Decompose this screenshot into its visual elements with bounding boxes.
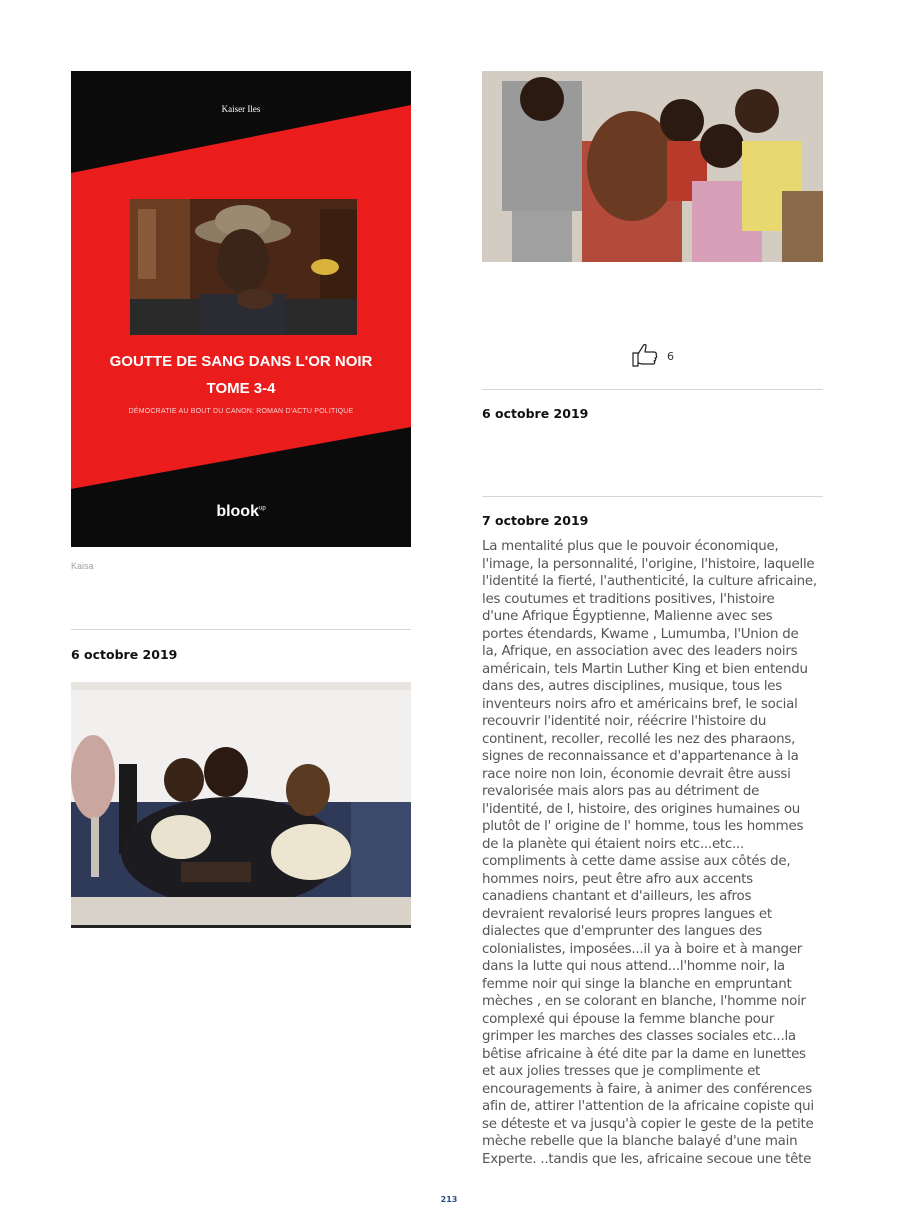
page-number: 213 xyxy=(440,1195,458,1204)
post-date: 7 octobre 2019 xyxy=(482,513,589,528)
image-caption: Kaisa xyxy=(71,561,94,571)
thumbs-up-icon[interactable] xyxy=(631,342,659,371)
divider xyxy=(482,389,823,390)
right-column xyxy=(482,71,823,1168)
left-column xyxy=(71,71,411,928)
publisher-logo xyxy=(71,503,411,521)
divider xyxy=(482,496,823,497)
post-date: 6 octobre 2019 xyxy=(482,406,589,421)
cover-tome: TOME 3-4 xyxy=(206,380,276,397)
post-date: 6 octobre 2019 xyxy=(71,647,178,662)
publisher-name: blook xyxy=(216,503,259,520)
publisher-sup: up xyxy=(258,505,266,512)
group-photo-sofa[interactable] xyxy=(71,682,411,928)
cover-title: GOUTTE DE SANG DANS L'OR NOIR xyxy=(109,353,373,370)
cover-author: Kaiser Iles xyxy=(221,104,261,114)
family-photo[interactable] xyxy=(482,71,823,262)
book-cover-image[interactable] xyxy=(71,71,411,547)
likes-count: 6 xyxy=(667,350,674,363)
divider xyxy=(71,629,411,630)
cover-photo xyxy=(130,199,357,335)
cover-subtitle: DÉMOCRATIE AU BOUT DU CANON: ROMAN D'ACTU POLITIQUE xyxy=(128,408,354,415)
likes-row xyxy=(482,342,823,371)
post-body-text: La mentalité plus que le pouvoir économique, l'image, la personnalité, l'origine, l'histoire, laquelle l'identité la fierté, l'authenticité, la culture africaine, les coutumes et traditions positives, l'histoire d'une Afrique Égyptienne, Malienne avec ses portes étendards, Kwame , Lumumba, l'Union de la, Afrique, en association avec des leaders noirs américain, tels Martin Luther King et bien entendu dans des, autres disciplines, musique, tous les inventeurs noirs afro et américains bref, le social recouvrir l'identité noir, réécrire l'histoire du continent, recoller, recollé les nez des pharaons, signes de reconnaissance et d'appartenance à la race noire non loin, économie devrait être aussi revalorisée mais alors pas au détriment de l'identité, de l, histoire, des origines humaines ou plutôt de l' origine de l' homme, tous les hommes de la planète qui étaient noirs etc...etc... compliments à cette dame assise aux côtés de, hommes noirs, peut être afro aux accents canadiens chantant et d'ailleurs, les afros devraient revalorisé leurs propres langues et dialectes que d'emprunter des langues des colonialistes, imposées...il ya à boire et à manger dans la lutte qui nous attend...l'homme noir, la femme noir qui singe la blanche en empruntant mèches , en se colorant en blanche, l'homme noir complexé qui épouse la femme blanche pour grimper les marches des classes sociales etc...la bêtise africaine à été dite par la dame en lunettes et aux jolies tresses que je complimente et encouragements à faire, à animer des conférences afin de, attirer l'attention de la africaine copiste qui se déteste et va jusqu'à copier le geste de la petite mèche rebelle que la blanche balayé d'une main Experte. ..tandis que les, africaine secoue une tête xyxy=(482,539,817,1167)
